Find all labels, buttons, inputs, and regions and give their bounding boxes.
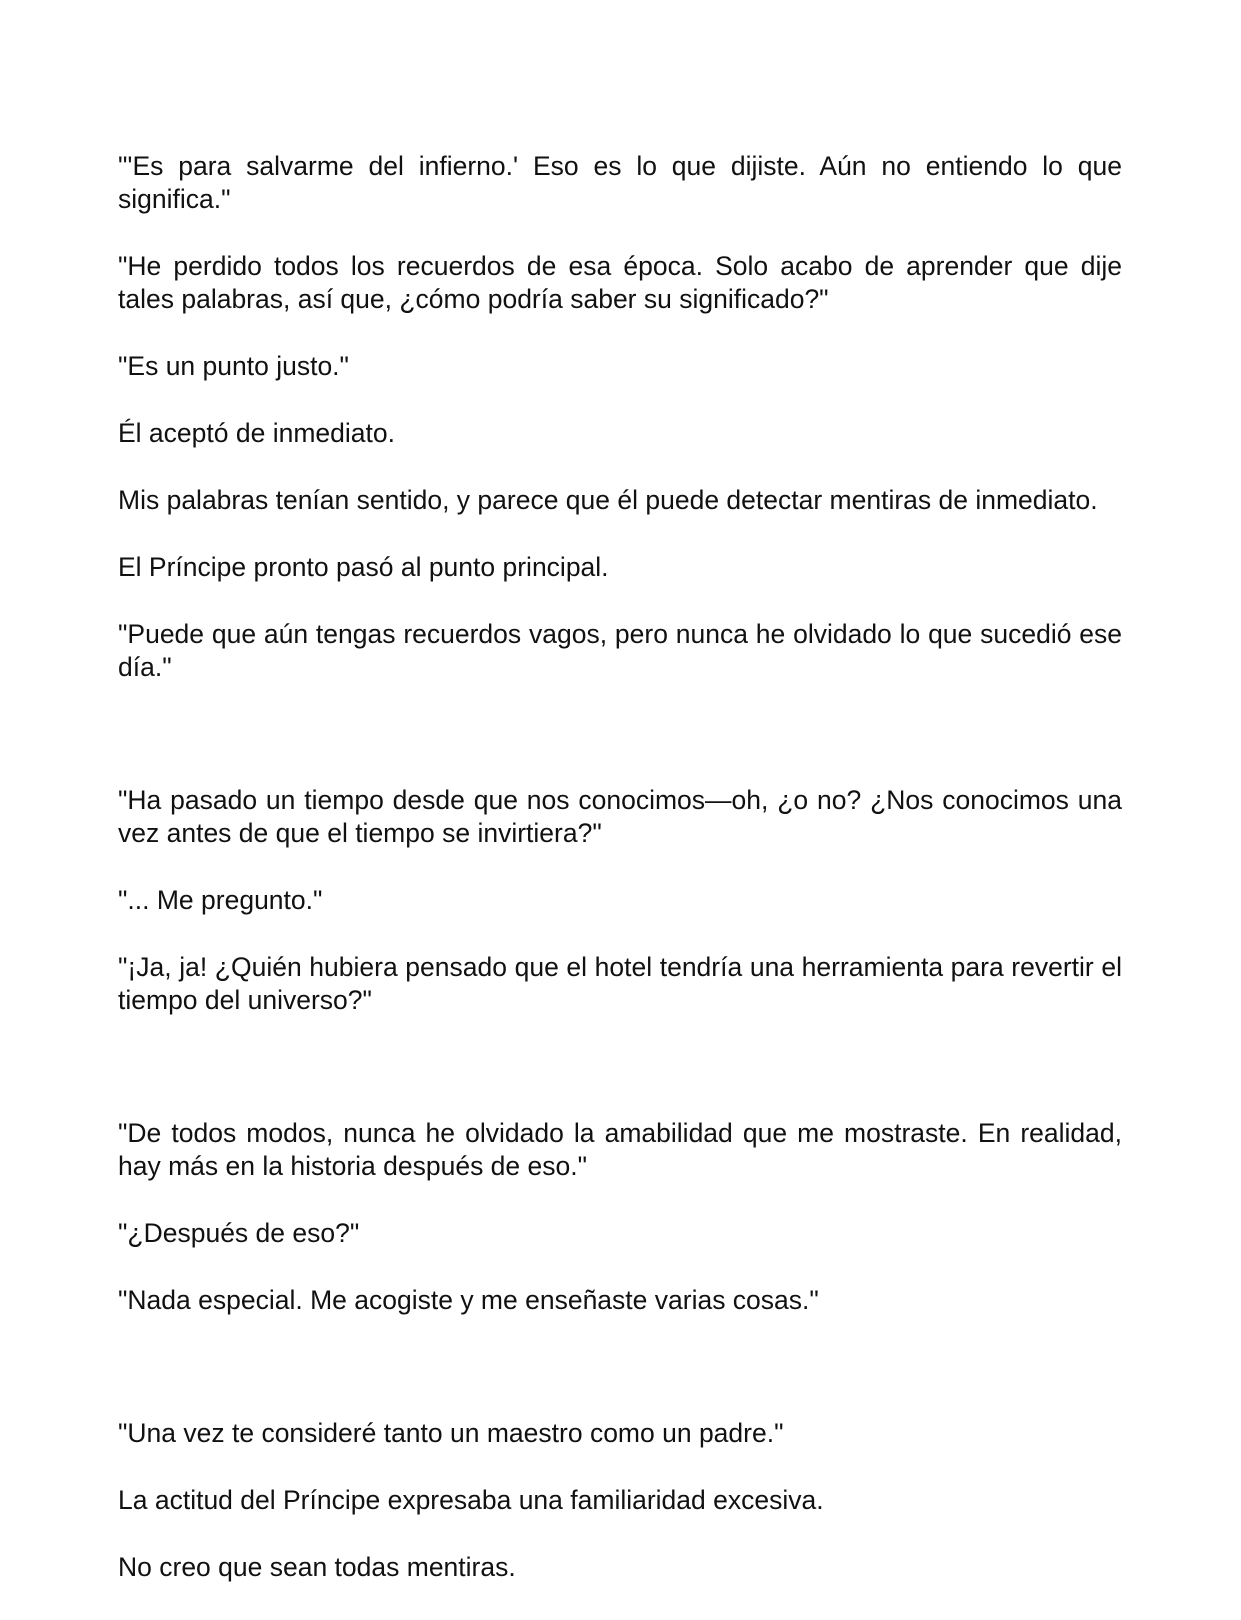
section-spacer [118, 718, 1122, 784]
paragraph: "¡Ja, ja! ¿Quién hubiera pensado que el hotel tendría una herramienta para revertir el tiempo del universo?" [118, 952, 1122, 1015]
paragraph: "He perdido todos los recuerdos de esa época. Solo acabo de aprender que dije tales palabras, así que, ¿cómo podría saber su significado?" [118, 251, 1122, 314]
document-body [118, 150, 1122, 1618]
paragraph: La actitud del Príncipe expresaba una familiaridad excesiva. [118, 1485, 824, 1515]
paragraph: Él aceptó de inmediato. [118, 418, 395, 448]
paragraph: No creo que sean todas mentiras. [118, 1552, 516, 1582]
paragraph: "'Es para salvarme del infierno.' Eso es lo que dijiste. Aún no entiendo lo que significa." [118, 151, 1122, 214]
paragraph: "Una vez te consideré tanto un maestro como un padre." [118, 1418, 784, 1448]
paragraph: Mis palabras tenían sentido, y parece que él puede detectar mentiras de inmediato. [118, 485, 1098, 515]
paragraph: "Puede que aún tengas recuerdos vagos, pero nunca he olvidado lo que sucedió ese día." [118, 619, 1122, 682]
paragraph: "Ha pasado un tiempo desde que nos conocimos—oh, ¿o no? ¿Nos conocimos una vez antes de que el tiempo se invirtiera?" [118, 785, 1122, 848]
section-spacer [118, 1051, 1122, 1117]
section-spacer [118, 1351, 1122, 1417]
paragraph: "De todos modos, nunca he olvidado la amabilidad que me mostraste. En realidad, hay más en la historia después de eso." [118, 1118, 1122, 1181]
paragraph: "Es un punto justo." [118, 351, 349, 381]
paragraph: "Nada especial. Me acogiste y me enseñaste varias cosas." [118, 1285, 819, 1315]
paragraph: "¿Después de eso?" [118, 1218, 360, 1248]
paragraph: "... Me pregunto." [118, 885, 323, 915]
paragraph: El Príncipe pronto pasó al punto principal. [118, 552, 609, 582]
